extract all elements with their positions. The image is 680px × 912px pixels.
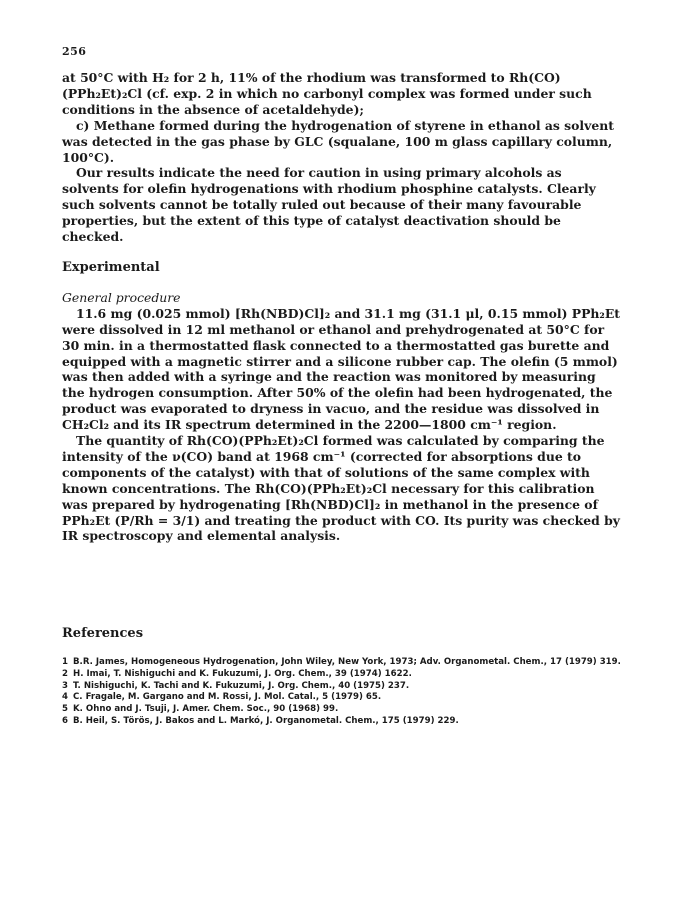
reference-text: C. Fragale, M. Gargano and M. Rossi, J. Mol. Catal., 5 (1979) 65. — [73, 692, 382, 703]
reference-text: H. Imai, T. Nishiguchi and K. Fukuzumi, J. Org. Chem., 39 (1974) 1622. — [73, 668, 412, 679]
references-section — [62, 608, 622, 728]
page-number: 256 — [62, 45, 87, 58]
reference-item — [62, 704, 622, 716]
subheading-general-procedure: General procedure — [62, 289, 181, 305]
reference-text: B.R. James, Homogeneous Hydrogenation, John Wiley, New York, 1973; Adv. Organometal. Chem., 17 (1979) 319. — [73, 657, 621, 667]
section-heading-references: References — [62, 626, 144, 641]
reference-number: 3 — [62, 680, 68, 691]
reference-number: 2 — [62, 668, 68, 679]
paragraph-procedure: 11.6 mg (0.025 mmol) [Rh(NBD)Cl]₂ and 31.1 mg (31.1 μl, 0.15 mmol) PPh₂Et were dissolved in 12 ml methanol or ethanol and prehydrogenated at 50°C for 30 min. in a thermostatted flask connected to a thermostatted gas burette and equipped with a magnetic stirrer and a silicone rubber cap. The olefin (5 mmol) was then added with a syringe and the reaction was monitored by measuring the hydrogen consumption. After 50% of the olefin had been hydrogenated, the product was evaporated to dryness in vacuo, and the residue was dissolved in CH₂Cl₂ and its IR spectrum determined in the 2200—1800 cm⁻¹ region. — [62, 305, 620, 433]
reference-list — [62, 657, 622, 728]
reference-text: B. Heil, S. Törös, J. Bakos and L. Markó, J. Organometal. Chem., 175 (1979) 229. — [73, 715, 459, 726]
reference-number: 4 — [62, 692, 68, 703]
reference-item — [62, 657, 622, 669]
reference-number: 6 — [62, 715, 68, 726]
reference-item — [62, 716, 622, 728]
reference-number: 5 — [62, 704, 68, 715]
paragraph-quantity: The quantity of Rh(CO)(PPh₂Et)₂Cl formed was calculated by comparing the intensity of the ν(CO) band at 1968 cm⁻¹ (corrected for absorptions due to components of the catalyst) with that of solutions of the same complex with known concentrations. The Rh(CO)(PPh₂Et)₂Cl necessary for this calibration was prepared by hydrogenating [Rh(NBD)Cl]₂ in methanol in the presence of PPh₂Et (P/Rh = 3/1) and treating the product with CO. Its purity was checked by IR spectroscopy and elemental analysis. — [62, 433, 620, 544]
reference-text: T. Nishiguchi, K. Tachi and K. Fukuzumi, J. Org. Chem., 40 (1975) 237. — [73, 680, 410, 691]
body-text — [62, 70, 622, 544]
reference-number: 1 — [62, 657, 68, 667]
section-heading-experimental: Experimental — [62, 259, 160, 275]
reference-item — [62, 681, 622, 693]
reference-item — [62, 692, 622, 704]
paragraph-methane: c) Methane formed during the hydrogenation of styrene in ethanol as solvent was detected in the gas phase by GLC (squalane, 100 m glass capillary column, 100°C). — [62, 117, 614, 165]
paragraph-continuation: at 50°C with H₂ for 2 h, 11% of the rhodium was transformed to Rh(CO)(PPh₂Et)₂Cl (cf. exp. 2 in which no carbonyl complex was formed under such conditions in the absence of acetaldehyde); — [62, 70, 592, 117]
reference-item — [62, 669, 622, 681]
reference-text: K. Ohno and J. Tsuji, J. Amer. Chem. Soc., 90 (1968) 99. — [73, 704, 339, 715]
paragraph-results: Our results indicate the need for caution in using primary alcohols as solvents for olefin hydrogenations with rhodium phosphine catalysts. Clearly such solvents cannot be totally ruled out because of their many favourable properties, but the extent of this type of catalyst deactivation should be checked. — [62, 165, 596, 245]
